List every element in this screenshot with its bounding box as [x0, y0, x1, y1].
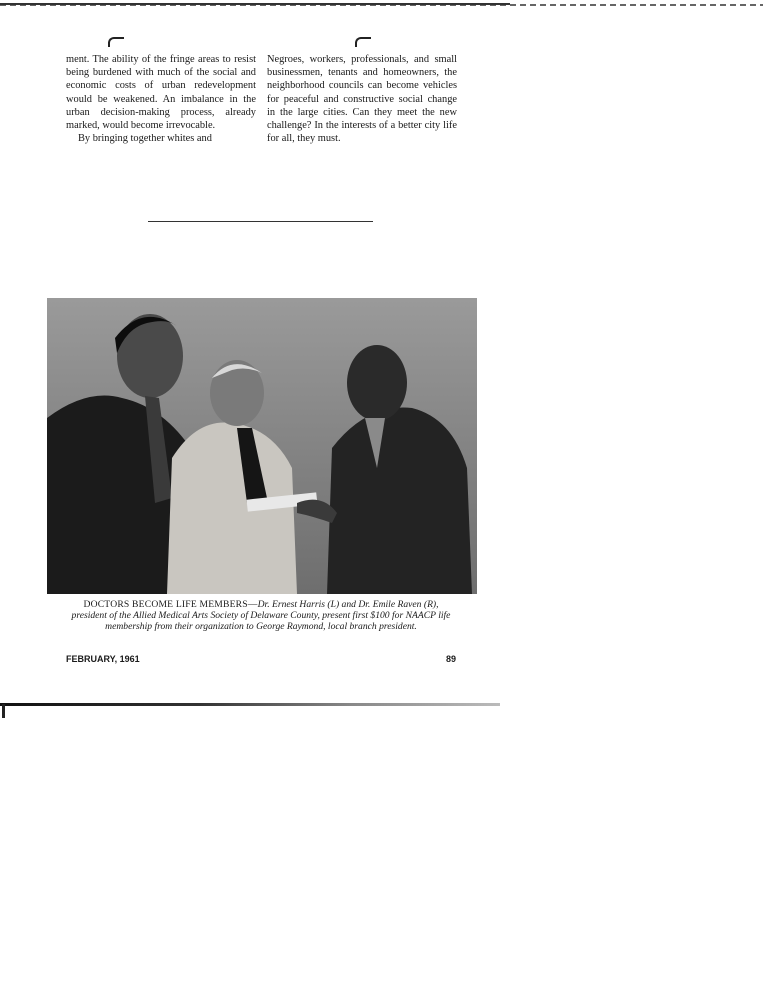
- article-column-left: [66, 53, 256, 145]
- article-column-right: [267, 53, 457, 145]
- photo-illustration: [47, 298, 477, 594]
- caption-body: Dr. Ernest Harris (L) and Dr. Emile Raven (R), president of the Allied Medical Arts Society of Delaware County, present first $100 for NAACP life membership from their organization to George Raymond, local branch president.: [71, 599, 451, 632]
- issue-date: FEBRUARY, 1961: [66, 654, 140, 664]
- article-paragraph: Negroes, workers, professionals, and small businessmen, tenants and homeowners, the neighborhood councils can become vehicles for peaceful and constructive social change in the large cities. Can they meet the new challenge? In the interests of a better city life for all, they must.: [267, 54, 457, 145]
- crop-mark-right: [355, 37, 371, 47]
- section-divider: [148, 221, 373, 222]
- caption-lead: DOCTORS BECOME LIFE MEMBERS—: [83, 599, 258, 610]
- page-number: 89: [446, 654, 457, 664]
- bottom-rule-stub: [2, 704, 5, 718]
- top-solid-rule: [0, 3, 510, 5]
- article-paragraph: By bringing together whites and: [78, 133, 212, 145]
- news-photo: [47, 298, 477, 594]
- photo-caption: [66, 599, 456, 632]
- bottom-rule: [0, 703, 500, 706]
- crop-mark-left: [108, 37, 124, 47]
- article-paragraph: ment. The ability of the fringe areas to resist being burdened with much of the social and economic costs of urban redevelopment would be weakened. An imbalance in the urban decision-making process, already marked, would become irrevocable.: [66, 54, 256, 132]
